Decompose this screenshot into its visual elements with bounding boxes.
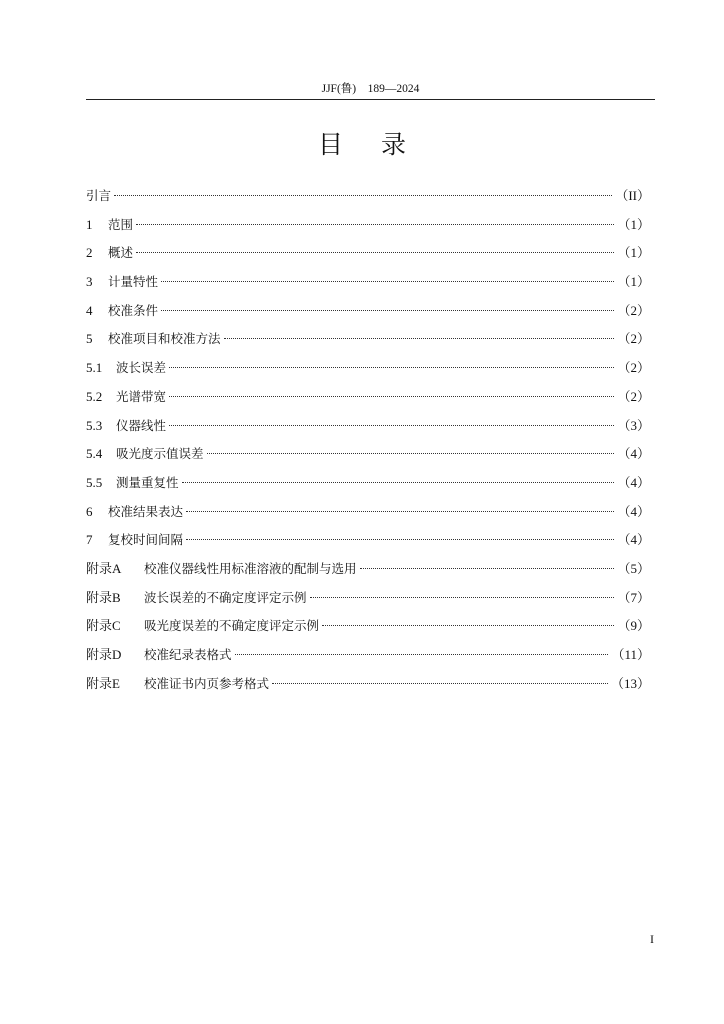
toc-entry-label: 引言 bbox=[86, 188, 112, 203]
page-number: I bbox=[650, 932, 654, 946]
toc-entry-6[interactable] bbox=[86, 500, 650, 529]
toc-entry-page: （2） bbox=[617, 388, 650, 404]
toc-entry-label: 波长误差 bbox=[116, 360, 167, 376]
toc-entry-label: 校准条件 bbox=[108, 302, 159, 318]
toc-entry-page: （5） bbox=[617, 560, 650, 576]
toc-entry-5-5[interactable] bbox=[86, 471, 650, 500]
toc-entry-page: （2） bbox=[617, 302, 650, 318]
toc-entry-number: 5.2 bbox=[86, 388, 103, 404]
dot-leader bbox=[272, 683, 608, 684]
dot-leader bbox=[224, 338, 615, 339]
toc-entry-label: 校准仪器线性用标准溶液的配制与选用 bbox=[144, 560, 357, 576]
toc-entry-number: 附录A bbox=[86, 560, 122, 576]
dot-leader bbox=[186, 511, 614, 512]
toc-entry-5[interactable] bbox=[86, 327, 650, 356]
toc-entry-label: 波长误差的不确定度评定示例 bbox=[144, 589, 307, 605]
toc-entry-page: （7） bbox=[617, 589, 650, 605]
toc-entry-label: 校准纪录表格式 bbox=[144, 647, 232, 662]
toc-entry-label: 复校时间间隔 bbox=[108, 532, 184, 548]
toc-entry-introduction[interactable] bbox=[86, 184, 650, 213]
toc-entry-label: 校准证书内页参考格式 bbox=[144, 675, 270, 691]
toc-entry-appendix-c[interactable] bbox=[86, 614, 650, 643]
toc-entry-label: 测量重复性 bbox=[116, 474, 179, 490]
toc-entry-label: 计量特性 bbox=[108, 274, 159, 290]
toc-entry-page: （1） bbox=[617, 274, 650, 290]
dot-leader bbox=[169, 425, 614, 426]
dot-leader bbox=[182, 482, 615, 483]
toc-entry-number: 5 bbox=[86, 331, 93, 347]
dot-leader bbox=[169, 396, 614, 397]
toc-entry-2[interactable] bbox=[86, 241, 650, 270]
dot-leader bbox=[169, 367, 614, 368]
toc-entry-page: （9） bbox=[617, 618, 650, 634]
toc-entry-page: （II） bbox=[615, 188, 650, 203]
document-header bbox=[86, 82, 655, 100]
toc-entry-page: （4） bbox=[617, 532, 650, 548]
dot-leader bbox=[235, 654, 609, 655]
dot-leader bbox=[114, 195, 612, 196]
toc-entry-5-1[interactable] bbox=[86, 356, 650, 385]
toc-entry-number: 附录B bbox=[86, 589, 121, 605]
toc-entry-4[interactable] bbox=[86, 299, 650, 328]
toc-entry-label: 概述 bbox=[108, 245, 134, 261]
toc-entry-page: （11） bbox=[611, 647, 650, 662]
toc-entry-number: 附录E bbox=[86, 675, 120, 691]
toc-entry-number: 2 bbox=[86, 245, 93, 261]
toc-entry-page: （13） bbox=[610, 675, 650, 691]
toc-entry-number: 1 bbox=[86, 216, 93, 232]
toc-entry-label: 校准结果表达 bbox=[108, 503, 184, 519]
toc-entry-5-2[interactable] bbox=[86, 385, 650, 414]
standard-code: JJF(鲁) 189—2024 bbox=[321, 83, 420, 95]
toc-entry-7[interactable] bbox=[86, 528, 650, 557]
toc-entry-label: 仪器线性 bbox=[116, 417, 167, 433]
toc-entry-number: 5.3 bbox=[86, 417, 103, 433]
toc-entry-number: 4 bbox=[86, 302, 93, 318]
toc-entry-appendix-b[interactable] bbox=[86, 586, 650, 615]
toc-entry-page: （4） bbox=[617, 446, 650, 462]
dot-leader bbox=[161, 281, 614, 282]
toc-entry-3[interactable] bbox=[86, 270, 650, 299]
dot-leader bbox=[136, 224, 614, 225]
toc-entry-page: （2） bbox=[617, 331, 650, 347]
dot-leader bbox=[322, 625, 614, 626]
toc-entry-5-3[interactable] bbox=[86, 414, 650, 443]
toc-entry-number: 6 bbox=[86, 503, 93, 519]
toc-entry-page: （1） bbox=[617, 245, 650, 261]
dot-leader bbox=[186, 539, 614, 540]
toc-entry-label: 校准项目和校准方法 bbox=[108, 331, 221, 347]
table-of-contents bbox=[86, 184, 650, 700]
toc-entry-appendix-a[interactable] bbox=[86, 557, 650, 586]
toc-entry-page: （4） bbox=[617, 503, 650, 519]
toc-entry-number: 5.1 bbox=[86, 360, 103, 376]
toc-entry-label: 光谱带宽 bbox=[116, 388, 167, 404]
toc-entry-number: 附录D bbox=[86, 647, 122, 662]
toc-entry-appendix-d[interactable] bbox=[86, 643, 650, 672]
toc-entry-number: 3 bbox=[86, 274, 93, 290]
toc-entry-page: （4） bbox=[617, 474, 650, 490]
toc-entry-number: 5.5 bbox=[86, 474, 103, 490]
toc-entry-5-4[interactable] bbox=[86, 442, 650, 471]
toc-entry-label: 范围 bbox=[108, 216, 134, 232]
toc-entry-number: 7 bbox=[86, 532, 93, 548]
dot-leader bbox=[360, 568, 615, 569]
toc-entry-number: 附录C bbox=[86, 618, 121, 634]
dot-leader bbox=[161, 310, 614, 311]
page-title: 目录 bbox=[317, 130, 444, 159]
toc-entry-page: （1） bbox=[617, 216, 650, 232]
toc-entry-1[interactable] bbox=[86, 213, 650, 242]
toc-entry-number: 5.4 bbox=[86, 446, 103, 462]
toc-entry-label: 吸光度误差的不确定度评定示例 bbox=[144, 618, 320, 634]
toc-entry-label: 吸光度示值误差 bbox=[116, 446, 204, 462]
dot-leader bbox=[136, 252, 614, 253]
toc-entry-appendix-e[interactable] bbox=[86, 672, 650, 701]
dot-leader bbox=[310, 597, 615, 598]
toc-entry-page: （2） bbox=[617, 360, 650, 376]
toc-entry-page: （3） bbox=[617, 417, 650, 433]
dot-leader bbox=[207, 453, 615, 454]
